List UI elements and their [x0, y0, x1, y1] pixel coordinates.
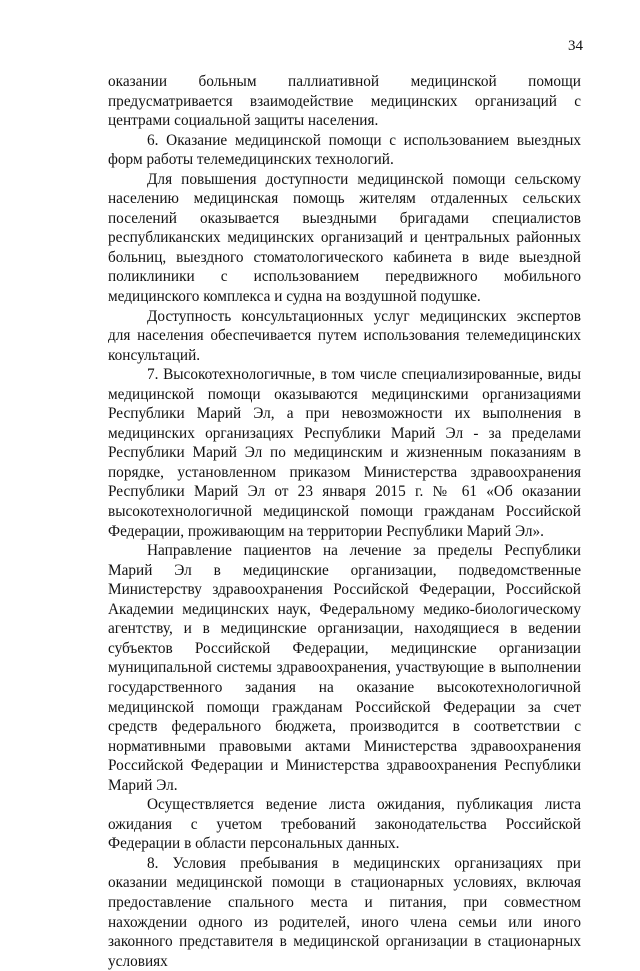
document-body — [108, 72, 581, 971]
paragraph-rural-mobile-care: Для повышения доступности медицинской помощи сельскому населению медицинская помощь жителям отдаленных сельских поселений оказывается выездными бригадами специалистов республиканских медицинских организаций и центральных районных больниц, выездного стоматологического кабинета в виде выездной поликлиники с использованием передвижного мобильного медицинского комплекса и судна на воздушной подушке. — [108, 170, 581, 306]
paragraph-waiting-list: Осуществляется ведение листа ожидания, публикация листа ожидания с учетом требований законодательства Российской Федерации в области персональных данных. — [108, 796, 581, 853]
paragraph-section-6-heading: 6. Оказание медицинской помощи с использованием выездных форм работы телемедицинских технологий. — [108, 131, 581, 169]
paragraph-section-8-stay-conditions: 8. Условия пребывания в медицинских организациях при оказании медицинской помощи в стационарных условиях, включая предоставление спального места и питания, при совместном нахождении одного из родителей, иного члена семьи или иного законного представителя в медицинской организации в стационарных условиях — [108, 854, 581, 970]
paragraph-section-7-high-tech-care: 7. Высокотехнологичные, в том числе специализированные, виды медицинской помощи оказываются медицинскими организациями Республики Марий Эл, а при невозможности их выполнения в медицинских организациях Республики Марий Эл - за пределами Республики Марий Эл по медицинским и жизненным показаниям в порядке, установленном приказом Министерства здравоохранения Республики Марий Эл от 23 января 2015 г. № 61 «Об оказании высокотехнологичной медицинской помощи гражданам Российской Федерации, проживающим на территории Республики Марий Эл». — [108, 366, 581, 540]
paragraph-palliative-care-continuation: оказании больным паллиативной медицинской помощи предусматривается взаимодействие медицинских организаций с центрами социальной защиты населения. — [108, 73, 581, 130]
paragraph-telemedicine-consultations: Доступность консультационных услуг медицинских экспертов для населения обеспечивается путем использования телемедицинских консультаций. — [108, 307, 581, 364]
paragraph-patient-referral: Направление пациентов на лечение за пределы Республики Марий Эл в медицинские организации, подведомственные Министерству здравоохранения Российской Федерации, Российской Академии медицинских наук, Федеральному медико-биологическому агентству, и в медицинские организации, находящиеся в ведении субъектов Российской Федерации, медицинские организации муниципальной системы здравоохранения, участвующие в выполнении государственного задания на оказание высокотехнологичной медицинской помощи гражданам Российской Федерации за счет средств федерального бюджета, производится в соответствии с нормативными правовыми актами Министерства здравоохранения Российской Федерации и Министерства здравоохранения Республики Марий Эл. — [108, 542, 581, 794]
page-number: 34 — [568, 38, 583, 54]
